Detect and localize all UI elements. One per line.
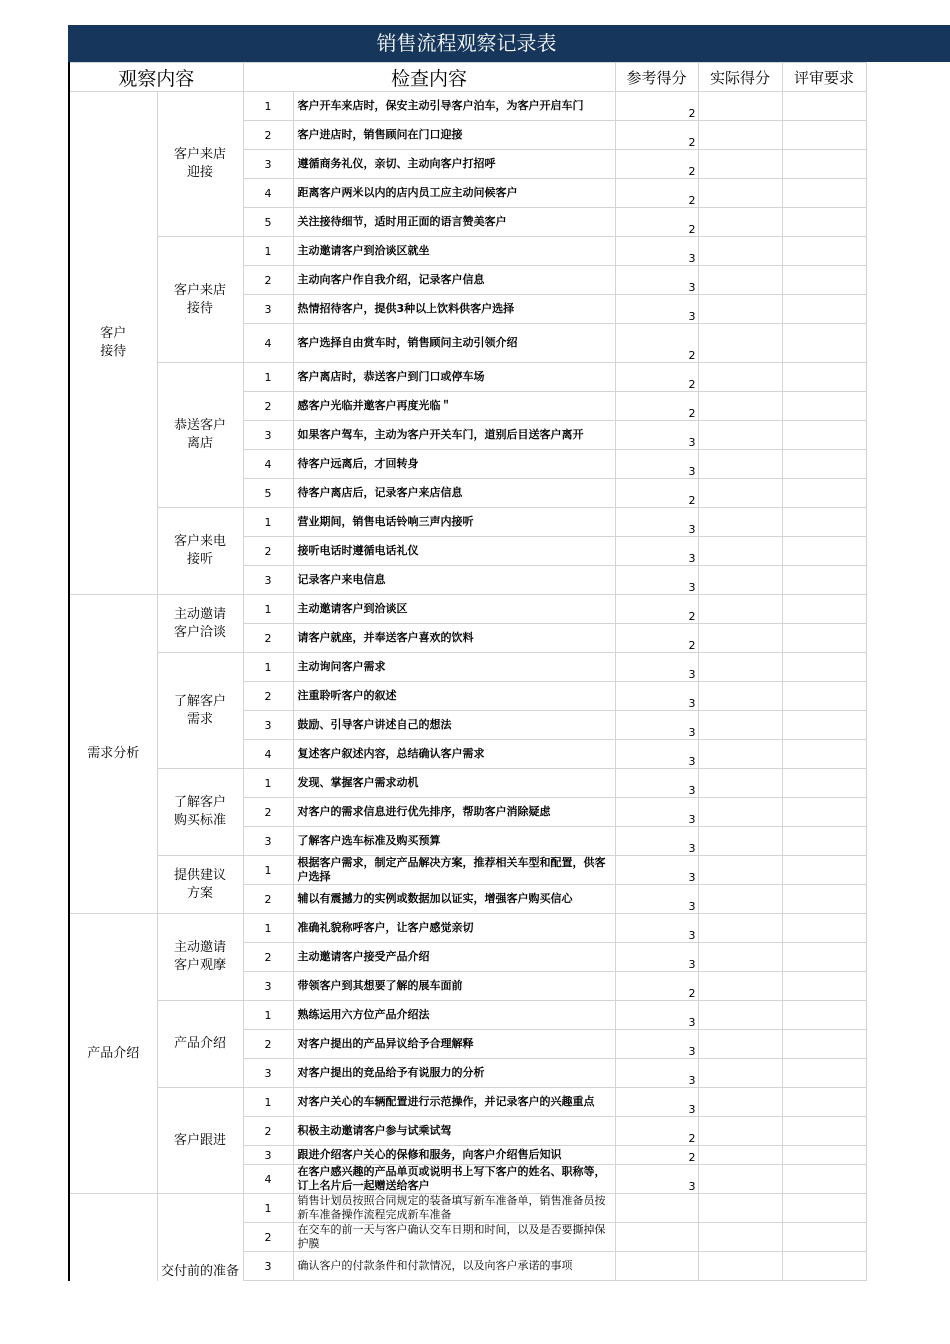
- item-number: 1: [243, 1001, 293, 1030]
- table-row: [69, 508, 866, 537]
- ref-score-cell: 2: [615, 150, 698, 179]
- ref-score-cell: 2: [615, 363, 698, 392]
- item-number: 3: [243, 421, 293, 450]
- check-item: 在客户感兴趣的产品单页或说明书上写下客户的姓名、职称等，订上名片后一起赠送给客户: [293, 1165, 615, 1194]
- actual-score-cell[interactable]: [698, 595, 782, 624]
- item-number: 4: [243, 324, 293, 363]
- actual-score-cell[interactable]: [698, 324, 782, 363]
- actual-score-cell[interactable]: [698, 1030, 782, 1059]
- item-number: 2: [243, 885, 293, 914]
- item-number: 1: [243, 1088, 293, 1117]
- check-item: 根据客户需求，制定产品解决方案，推荐相关车型和配置，供客户选择: [293, 856, 615, 885]
- actual-score-cell[interactable]: [698, 121, 782, 150]
- actual-score-cell[interactable]: [698, 769, 782, 798]
- check-item: 复述客户叙述内容，总结确认客户需求: [293, 740, 615, 769]
- table-row: [69, 92, 866, 121]
- ref-score-cell: 3: [615, 827, 698, 856]
- review-cell[interactable]: [782, 363, 866, 392]
- ref-score-cell: 3: [615, 421, 698, 450]
- ref-score-cell: 3: [615, 566, 698, 595]
- actual-score-cell[interactable]: [698, 450, 782, 479]
- ref-score-cell: 3: [615, 914, 698, 943]
- review-cell[interactable]: [782, 1088, 866, 1117]
- review-cell[interactable]: [782, 208, 866, 237]
- review-cell[interactable]: [782, 421, 866, 450]
- actual-score-cell[interactable]: [698, 1223, 782, 1252]
- actual-score-cell[interactable]: [698, 856, 782, 885]
- actual-score-cell[interactable]: [698, 827, 782, 856]
- check-item: 跟进介绍客户关心的保修和服务，向客户介绍售后知识: [293, 1146, 615, 1165]
- ref-score-cell: 3: [615, 237, 698, 266]
- check-item: 主动向客户作自我介绍，记录客户信息: [293, 266, 615, 295]
- item-number: 1: [243, 653, 293, 682]
- item-number: 4: [243, 179, 293, 208]
- check-item: 主动邀请客户到洽谈区: [293, 595, 615, 624]
- item-number: 1: [243, 92, 293, 121]
- review-cell[interactable]: [782, 943, 866, 972]
- actual-score-cell[interactable]: [698, 363, 782, 392]
- ref-score-cell: 2: [615, 392, 698, 421]
- review-cell[interactable]: [782, 1194, 866, 1223]
- check-item: 主动询问客户需求: [293, 653, 615, 682]
- item-number: 1: [243, 856, 293, 885]
- ref-score-cell: [615, 1223, 698, 1252]
- table-row: [69, 1194, 866, 1223]
- check-item: 请客户就座，并奉送客户喜欢的饮料: [293, 624, 615, 653]
- check-item: 准确礼貌称呼客户，让客户感觉亲切: [293, 914, 615, 943]
- header-row: [69, 63, 866, 92]
- ref-score-cell: 2: [615, 208, 698, 237]
- item-number: 5: [243, 208, 293, 237]
- check-item: 确认客户的付款条件和付款情况，以及向客户承诺的事项: [293, 1252, 615, 1281]
- item-number: 3: [243, 566, 293, 595]
- ref-score-cell: 3: [615, 711, 698, 740]
- review-cell[interactable]: [782, 1252, 866, 1281]
- check-item: 客户离店时，恭送客户到门口或停车场: [293, 363, 615, 392]
- item-number: 1: [243, 363, 293, 392]
- actual-score-cell[interactable]: [698, 208, 782, 237]
- review-cell[interactable]: [782, 1146, 866, 1165]
- check-item: 感客户光临并邀客户再度光临＂: [293, 392, 615, 421]
- actual-score-cell[interactable]: [698, 566, 782, 595]
- subcategory-cell: 交付前的准备: [157, 1194, 243, 1281]
- review-cell[interactable]: [782, 595, 866, 624]
- review-cell[interactable]: [782, 1223, 866, 1252]
- header-check: 检查内容: [243, 63, 615, 92]
- review-cell[interactable]: [782, 798, 866, 827]
- review-cell[interactable]: [782, 740, 866, 769]
- actual-score-cell[interactable]: [698, 1117, 782, 1146]
- review-cell[interactable]: [782, 295, 866, 324]
- actual-score-cell[interactable]: [698, 1194, 782, 1223]
- item-number: 2: [243, 121, 293, 150]
- check-item: 主动邀请客户接受产品介绍: [293, 943, 615, 972]
- table-row: [69, 237, 866, 266]
- ref-score-cell: 3: [615, 769, 698, 798]
- item-number: 3: [243, 1146, 293, 1165]
- subcategory-cell: 恭送客户 离店: [157, 363, 243, 508]
- review-cell[interactable]: [782, 914, 866, 943]
- check-item: 发现、掌握客户需求动机: [293, 769, 615, 798]
- actual-score-cell[interactable]: [698, 421, 782, 450]
- actual-score-cell[interactable]: [698, 295, 782, 324]
- item-number: 2: [243, 537, 293, 566]
- header-actual-score: 实际得分: [698, 63, 782, 92]
- check-item: 记录客户来电信息: [293, 566, 615, 595]
- check-item: 待客户离店后，记录客户来店信息: [293, 479, 615, 508]
- ref-score-cell: 3: [615, 266, 698, 295]
- review-cell[interactable]: [782, 1165, 866, 1194]
- check-item: 对客户提出的产品异议给予合理解释: [293, 1030, 615, 1059]
- review-cell[interactable]: [782, 885, 866, 914]
- review-cell[interactable]: [782, 450, 866, 479]
- item-number: 2: [243, 682, 293, 711]
- check-item: 带领客户到其想要了解的展车面前: [293, 972, 615, 1001]
- actual-score-cell[interactable]: [698, 508, 782, 537]
- item-number: 2: [243, 943, 293, 972]
- actual-score-cell[interactable]: [698, 1059, 782, 1088]
- review-cell[interactable]: [782, 1117, 866, 1146]
- item-number: 3: [243, 827, 293, 856]
- review-cell[interactable]: [782, 392, 866, 421]
- review-cell[interactable]: [782, 1001, 866, 1030]
- actual-score-cell[interactable]: [698, 1252, 782, 1281]
- check-item: 营业期间，销售电话铃响三声内接听: [293, 508, 615, 537]
- header-ref-score: 参考得分: [615, 63, 698, 92]
- actual-score-cell[interactable]: [698, 653, 782, 682]
- ref-score-cell: 3: [615, 450, 698, 479]
- actual-score-cell[interactable]: [698, 266, 782, 295]
- check-item: 客户选择自由赏车时，销售顾问主动引领介绍: [293, 324, 615, 363]
- check-item: 主动邀请客户到洽谈区就坐: [293, 237, 615, 266]
- ref-score-cell: 2: [615, 121, 698, 150]
- ref-score-cell: 2: [615, 1117, 698, 1146]
- item-number: 2: [243, 798, 293, 827]
- ref-score-cell: [615, 1252, 698, 1281]
- review-cell[interactable]: [782, 121, 866, 150]
- actual-score-cell[interactable]: [698, 885, 782, 914]
- subcategory-cell: 客户来店 接待: [157, 237, 243, 363]
- check-item: 对客户关心的车辆配置进行示范操作，并记录客户的兴趣重点: [293, 1088, 615, 1117]
- review-cell[interactable]: [782, 92, 866, 121]
- ref-score-cell: 3: [615, 1030, 698, 1059]
- actual-score-cell[interactable]: [698, 914, 782, 943]
- ref-score-cell: 3: [615, 1165, 698, 1194]
- ref-score-cell: 3: [615, 740, 698, 769]
- check-item: 熟练运用六方位产品介绍法: [293, 1001, 615, 1030]
- table-row: [69, 653, 866, 682]
- review-cell[interactable]: [782, 266, 866, 295]
- check-item: 鼓励、引导客户讲述自己的想法: [293, 711, 615, 740]
- review-cell[interactable]: [782, 150, 866, 179]
- ref-score-cell: 2: [615, 324, 698, 363]
- ref-score-cell: 3: [615, 798, 698, 827]
- actual-score-cell[interactable]: [698, 740, 782, 769]
- item-number: 5: [243, 479, 293, 508]
- review-cell[interactable]: [782, 566, 866, 595]
- review-cell[interactable]: [782, 682, 866, 711]
- actual-score-cell[interactable]: [698, 179, 782, 208]
- check-item: 销售计划员按照合同规定的装备填写新车准备单，销售准备员按新车准备操作流程完成新车准备: [293, 1194, 615, 1223]
- review-cell[interactable]: [782, 972, 866, 1001]
- subcategory-cell: 了解客户 购买标准: [157, 769, 243, 856]
- actual-score-cell[interactable]: [698, 711, 782, 740]
- table-row: [69, 1001, 866, 1030]
- actual-score-cell[interactable]: [698, 1088, 782, 1117]
- review-cell[interactable]: [782, 1030, 866, 1059]
- item-number: 3: [243, 1252, 293, 1281]
- item-number: 1: [243, 237, 293, 266]
- actual-score-cell[interactable]: [698, 92, 782, 121]
- item-number: 2: [243, 624, 293, 653]
- review-cell[interactable]: [782, 1059, 866, 1088]
- subcategory-cell: 主动邀请 客户观摩: [157, 914, 243, 1001]
- ref-score-cell: 2: [615, 595, 698, 624]
- subcategory-cell: 客户来店 迎接: [157, 92, 243, 237]
- actual-score-cell[interactable]: [698, 237, 782, 266]
- actual-score-cell[interactable]: [698, 624, 782, 653]
- ref-score-cell: 3: [615, 1001, 698, 1030]
- check-item: 客户进店时，销售顾问在门口迎接: [293, 121, 615, 150]
- item-number: 1: [243, 769, 293, 798]
- review-cell[interactable]: [782, 479, 866, 508]
- header-observe: 观察内容: [69, 63, 243, 92]
- subcategory-cell: 了解客户 需求: [157, 653, 243, 769]
- review-cell[interactable]: [782, 827, 866, 856]
- subcategory-cell: 客户来电 接听: [157, 508, 243, 595]
- check-item: 待客户远离后，才回转身: [293, 450, 615, 479]
- item-number: 3: [243, 295, 293, 324]
- check-item: 积极主动邀请客户参与试乘试驾: [293, 1117, 615, 1146]
- ref-score-cell: 3: [615, 943, 698, 972]
- check-item: 遵循商务礼仪，亲切、主动向客户打招呼: [293, 150, 615, 179]
- ref-score-cell: 3: [615, 856, 698, 885]
- table-row: [69, 595, 866, 624]
- actual-score-cell[interactable]: [698, 972, 782, 1001]
- check-item: 在交车的前一天与客户确认交车日期和时间，以及是否要撕掉保护膜: [293, 1223, 615, 1252]
- table-row: [69, 363, 866, 392]
- item-number: 4: [243, 740, 293, 769]
- ref-score-cell: 2: [615, 92, 698, 121]
- check-item: 对客户的需求信息进行优先排序，帮助客户消除疑虑: [293, 798, 615, 827]
- actual-score-cell[interactable]: [698, 1001, 782, 1030]
- title-bar: [68, 25, 950, 62]
- item-number: 3: [243, 1059, 293, 1088]
- review-cell[interactable]: [782, 769, 866, 798]
- ref-score-cell: 3: [615, 885, 698, 914]
- check-item: 对客户提出的竞品给予有说服力的分析: [293, 1059, 615, 1088]
- ref-score-cell: 2: [615, 479, 698, 508]
- ref-score-cell: 3: [615, 508, 698, 537]
- actual-score-cell[interactable]: [698, 1146, 782, 1165]
- ref-score-cell: 2: [615, 1146, 698, 1165]
- actual-score-cell[interactable]: [698, 682, 782, 711]
- actual-score-cell[interactable]: [698, 479, 782, 508]
- ref-score-cell: 3: [615, 1088, 698, 1117]
- review-cell[interactable]: [782, 711, 866, 740]
- review-cell[interactable]: [782, 324, 866, 363]
- check-item: 辅以有震撼力的实例或数据加以证实，增强客户购买信心: [293, 885, 615, 914]
- actual-score-cell[interactable]: [698, 798, 782, 827]
- category-cell: 产品介绍: [69, 914, 157, 1194]
- item-number: 2: [243, 392, 293, 421]
- item-number: 1: [243, 914, 293, 943]
- table-row: [69, 769, 866, 798]
- ref-score-cell: 3: [615, 653, 698, 682]
- ref-score-cell: 2: [615, 179, 698, 208]
- review-cell[interactable]: [782, 653, 866, 682]
- table-row: [69, 914, 866, 943]
- table-row: [69, 1088, 866, 1117]
- ref-score-cell: 3: [615, 682, 698, 711]
- table-row: [69, 856, 866, 885]
- review-cell[interactable]: [782, 508, 866, 537]
- check-item: 距离客户两米以内的店内员工应主动问候客户: [293, 179, 615, 208]
- check-item: 关注接待细节，适时用正面的语言赞美客户: [293, 208, 615, 237]
- review-cell[interactable]: [782, 237, 866, 266]
- item-number: 2: [243, 1223, 293, 1252]
- subcategory-cell: 主动邀请 客户洽谈: [157, 595, 243, 653]
- category-cell: 需求分析: [69, 595, 157, 914]
- item-number: 1: [243, 1194, 293, 1223]
- ref-score-cell: 2: [615, 972, 698, 1001]
- actual-score-cell[interactable]: [698, 392, 782, 421]
- review-cell[interactable]: [782, 179, 866, 208]
- review-cell[interactable]: [782, 856, 866, 885]
- header-review: 评审要求: [782, 63, 866, 92]
- check-item: 如果客户驾车，主动为客户开关车门，道别后目送客户离开: [293, 421, 615, 450]
- ref-score-cell: 3: [615, 537, 698, 566]
- check-item: 了解客户选车标准及购买预算: [293, 827, 615, 856]
- check-item: 热情招待客户，提供3种以上饮料供客户选择: [293, 295, 615, 324]
- item-number: 2: [243, 1030, 293, 1059]
- ref-score-cell: 2: [615, 624, 698, 653]
- ref-score-cell: 3: [615, 295, 698, 324]
- actual-score-cell[interactable]: [698, 537, 782, 566]
- review-cell[interactable]: [782, 537, 866, 566]
- observation-table: [68, 62, 867, 1281]
- actual-score-cell[interactable]: [698, 943, 782, 972]
- subcategory-cell: 提供建议 方案: [157, 856, 243, 914]
- category-cell: [69, 1194, 157, 1281]
- item-number: 3: [243, 150, 293, 179]
- subcategory-cell: 客户跟进: [157, 1088, 243, 1194]
- review-cell[interactable]: [782, 624, 866, 653]
- ref-score-cell: [615, 1194, 698, 1223]
- category-cell: 客户 接待: [69, 92, 157, 595]
- page-title: 销售流程观察记录表: [376, 31, 557, 55]
- actual-score-cell[interactable]: [698, 150, 782, 179]
- check-item: 客户开车来店时，保安主动引导客户泊车，为客户开启车门: [293, 92, 615, 121]
- item-number: 3: [243, 711, 293, 740]
- item-number: 2: [243, 266, 293, 295]
- actual-score-cell[interactable]: [698, 1165, 782, 1194]
- item-number: 4: [243, 1165, 293, 1194]
- check-item: 接听电话时遵循电话礼仪: [293, 537, 615, 566]
- item-number: 4: [243, 450, 293, 479]
- check-item: 注重聆听客户的叙述: [293, 682, 615, 711]
- subcategory-cell: 产品介绍: [157, 1001, 243, 1088]
- item-number: 1: [243, 595, 293, 624]
- ref-score-cell: 3: [615, 1059, 698, 1088]
- item-number: 1: [243, 508, 293, 537]
- item-number: 2: [243, 1117, 293, 1146]
- item-number: 3: [243, 972, 293, 1001]
